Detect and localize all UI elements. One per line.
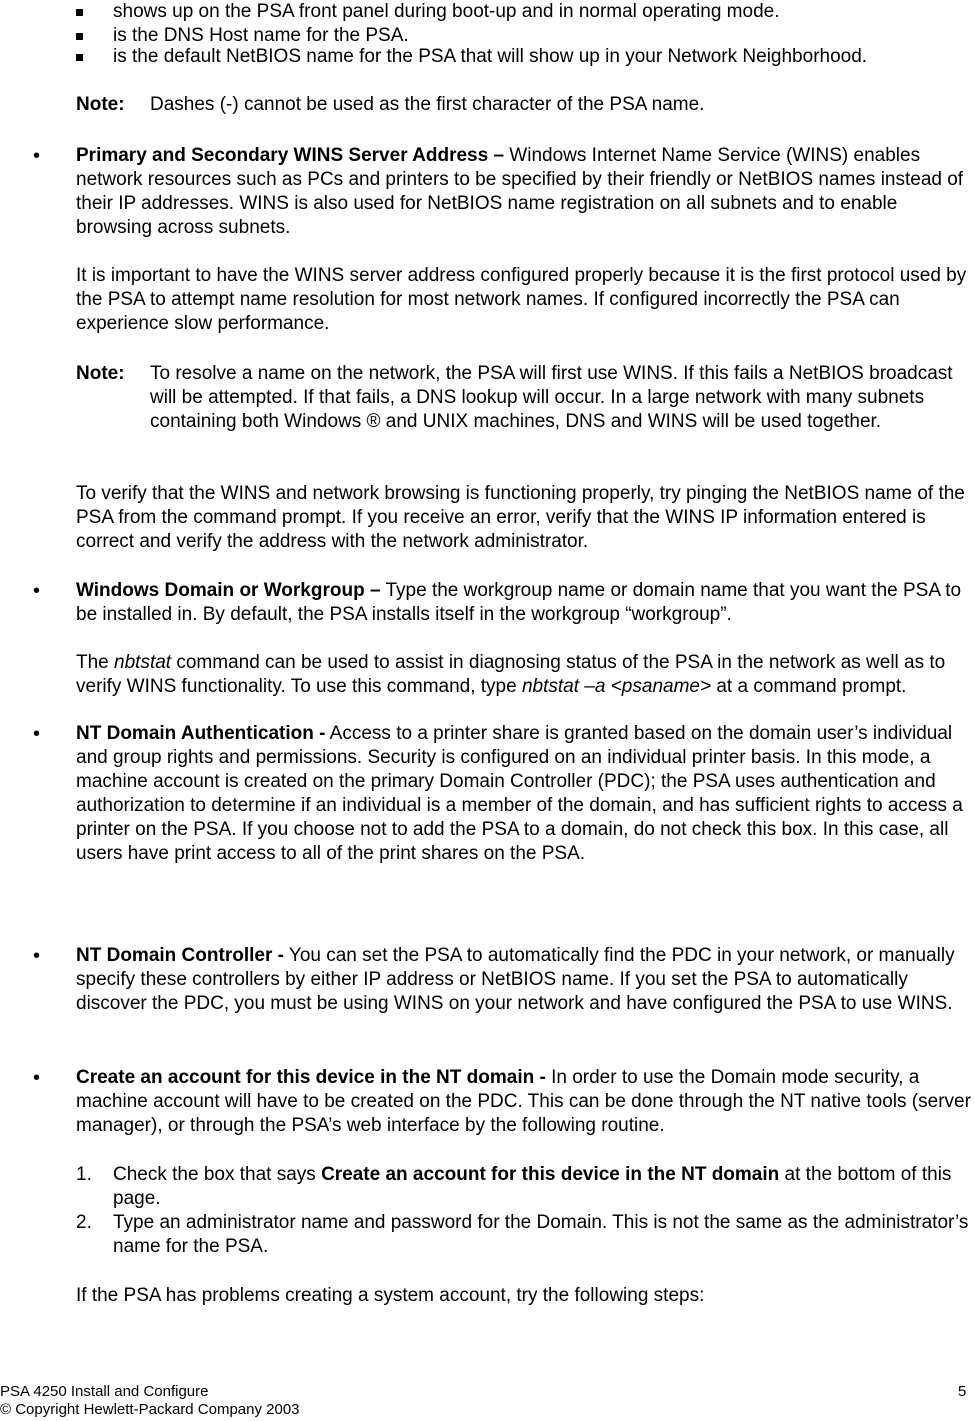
- account-paragraph: [76, 1066, 972, 1138]
- auth-title: NT Domain Authentication -: [76, 723, 326, 744]
- controller-paragraph: [76, 944, 972, 1016]
- account-title: Create an account for this device in the NT domain -: [76, 1067, 546, 1088]
- controller-title: NT Domain Controller -: [76, 945, 284, 966]
- bullet-icon: •: [33, 723, 41, 745]
- page-number: 5: [958, 1383, 967, 1400]
- bullet-icon: •: [33, 1067, 41, 1089]
- domain-text: Type the workgroup name or domain name that you want the PSA to be installed in. By default, the PSA installs itself in the workgroup “workgroup”.: [76, 580, 962, 625]
- note-label: Note:: [76, 94, 125, 115]
- domain-paragraph: [76, 579, 972, 627]
- nbtstat-text: command can be used to assist in diagnosing status of the PSA in the network as well as to verify WINS functionality. To use this command, type: [76, 652, 946, 697]
- list-item-text: shows up on the PSA front panel during boot-up and in normal operating mode.: [113, 1, 780, 22]
- account-text: In order to use the Domain mode security, a machine account will have to be created on the PDC. This can be done through the NT native tools (server manager), or through the PSA’s web interface by the following routine.: [76, 1067, 971, 1136]
- domain-title: Windows Domain or Workgroup –: [76, 580, 381, 601]
- note-text: Dashes (-) cannot be used as the first character of the PSA name.: [150, 94, 705, 115]
- note-text: To resolve a name on the network, the PSA will first use WINS. If this fails a NetBIOS broadcast will be attempted. If that fails, a DNS lookup will occur. In a large network with many subnets containing both Windows ® and UNIX machines, DNS and WINS will be used together.: [150, 363, 953, 432]
- wins-importance-paragraph: It is important to have the WINS server address configured properly because it is the first protocol used by the PSA to attempt name resolution for most network names. If configured incorrectly the PSA can experience slow performance.: [76, 265, 967, 334]
- square-bullet-icon: [76, 54, 83, 61]
- step-text-part: at the bottom of this page.: [113, 1164, 952, 1209]
- auth-paragraph: [76, 722, 972, 866]
- closing-paragraph: If the PSA has problems creating a system account, try the following steps:: [76, 1285, 705, 1306]
- nbtstat-text: The: [76, 652, 115, 673]
- step-number: 1.: [76, 1164, 92, 1185]
- wins-title: Primary and Secondary WINS Server Address –: [76, 145, 505, 166]
- nbtstat-text: at a command prompt.: [711, 676, 907, 697]
- bullet-icon: •: [33, 145, 41, 167]
- step-bold-text: Create an account for this device in the NT domain: [321, 1164, 780, 1185]
- wins-paragraph: [76, 144, 972, 240]
- square-bullet-icon: [76, 9, 83, 16]
- list-item-text: is the default NetBIOS name for the PSA that will show up in your Network Neighborhood.: [113, 46, 868, 67]
- nbtstat-paragraph: [76, 651, 972, 699]
- footer-title: PSA 4250 Install and Configure: [0, 1383, 209, 1400]
- nbtstat-command: nbtstat: [114, 652, 172, 673]
- step-number: 2.: [76, 1212, 92, 1233]
- note-label: Note:: [76, 363, 125, 384]
- list-item-text: is the DNS Host name for the PSA.: [113, 25, 409, 46]
- step-text: [113, 1163, 973, 1211]
- bullet-icon: •: [33, 945, 41, 967]
- step-text: Type an administrator name and password for the Domain. This is not the same as the administrator’s name for the PSA.: [113, 1212, 969, 1257]
- controller-text: You can set the PSA to automatically find the PDC in your network, or manually specify these controllers by either IP address or NetBIOS name. If you set the PSA to automatically discover the PDC, you must be using WINS on your network and have configured the PSA to use WINS.: [76, 945, 955, 1014]
- square-bullet-icon: [76, 33, 83, 40]
- wins-text: Windows Internet Name Service (WINS) enables network resources such as PCs and printers to be specified by their friendly or NetBIOS names instead of their IP addresses. WINS is also used for NetBIOS name registration on all subnets and to enable browsing across subnets.: [76, 145, 964, 238]
- footer-copyright: © Copyright Hewlett-Packard Company 2003: [0, 1401, 300, 1418]
- step-text-part: Check the box that says: [113, 1164, 322, 1185]
- bullet-icon: •: [33, 580, 41, 602]
- auth-text: Access to a printer share is granted based on the domain user’s individual and group rights and permissions. Security is configured on an individual printer basis. In this mode, a machine account is created on the primary Domain Controller (PDC); the PSA uses authentication and authorization to determine if an individual is a member of the domain, and has sufficient rights to access a printer on the PSA. If you choose not to add the PSA to a domain, do not check this box. In this case, all users have print access to all of the print shares on the PSA.: [76, 723, 963, 864]
- wins-verify-paragraph: To verify that the WINS and network browsing is functioning properly, try pinging the NetBIOS name of the PSA from the command prompt. If you receive an error, verify that the WINS IP information entered is correct and verify the address with the network administrator.: [76, 483, 965, 552]
- nbtstat-example-command: nbtstat –a <psaname>: [521, 676, 712, 697]
